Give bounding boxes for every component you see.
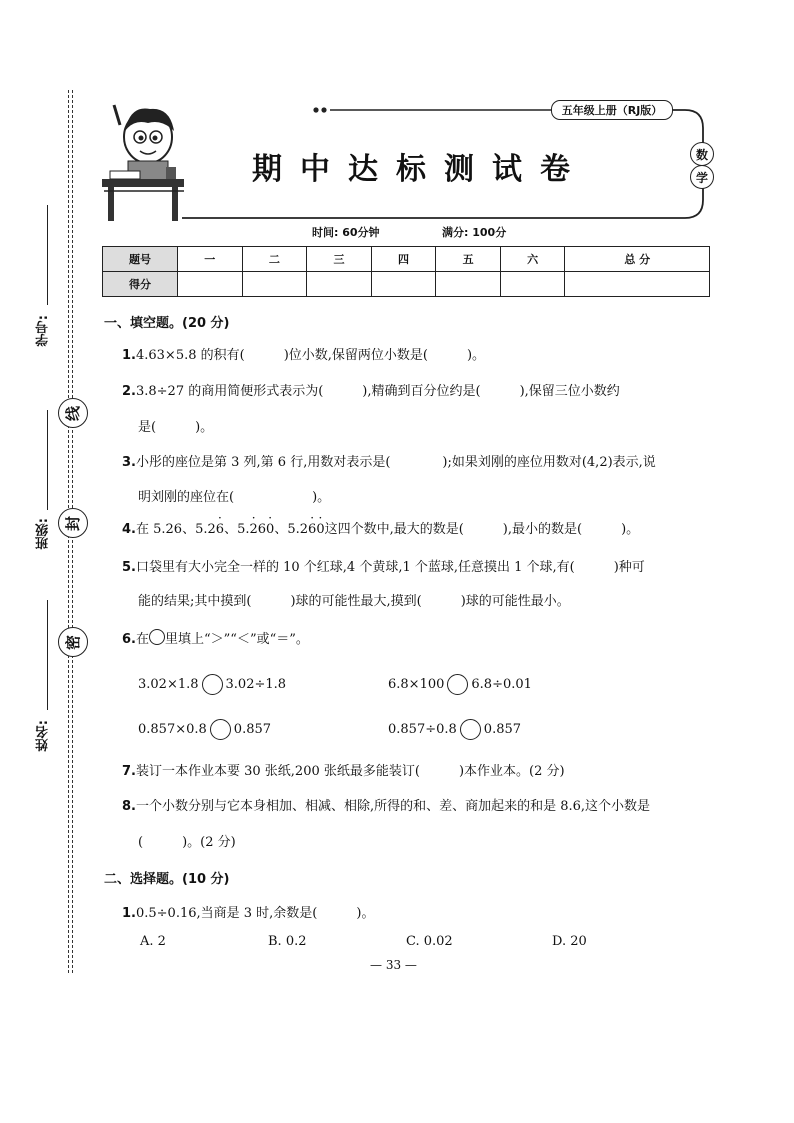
grade-tag: 五年级上册（RJ版）	[551, 100, 673, 120]
full-score: 满分: 100分	[442, 226, 507, 239]
answer-circle[interactable]	[447, 674, 468, 695]
subject-char-2: 学	[690, 165, 714, 189]
question-1-7: 7.装订一本作业本要 30 张纸,200 张纸最多能装订( )本作业本。(2 分)	[122, 764, 565, 779]
score-table	[102, 246, 710, 297]
column-header: 三	[307, 247, 372, 272]
question-1-2-cont: 是( )。	[138, 420, 214, 435]
question-1-1: 1.4.63×5.8 的积有( )位小数,保留两位小数是( )。	[122, 348, 486, 363]
page-number: — 33 —	[370, 958, 417, 972]
subject-char-1: 数	[690, 142, 714, 166]
seal-secret: 密	[58, 627, 88, 657]
column-header: 二	[242, 247, 307, 272]
class-label: 班级:	[36, 518, 51, 550]
question-1-5: 5.口袋里有大小完全一样的 10 个红球,4 个黄球,1 个蓝球,任意摸出 1 个球,有( )种可	[122, 560, 645, 575]
column-header: 六	[500, 247, 565, 272]
question-1-2: 2.3.8÷27 的商用简便形式表示为( ),精确到百分位约是( ),保留三位小数约	[122, 384, 620, 399]
question-no-label: 题号	[103, 247, 178, 272]
seal-seal: 封	[58, 508, 88, 538]
question-1-8-cont: ( )。(2 分)	[138, 835, 236, 850]
compare-2: 6.8×100 6.8÷0.01	[388, 674, 532, 695]
column-header: 四	[371, 247, 436, 272]
column-header: 总 分	[565, 247, 710, 272]
class-blank	[47, 410, 48, 510]
option-d[interactable]: D. 20	[552, 934, 587, 949]
section-1-heading: 一、填空题。(20 分)	[104, 316, 230, 331]
question-2-1: 1.0.5÷0.16,当商是 3 时,余数是( )。	[122, 906, 375, 921]
exam-time: 时间: 60分钟	[312, 226, 380, 239]
question-1-3: 3.小彤的座位是第 3 列,第 6 行,用数对表示是( );如果刘刚的座位用数对(4,2)表示,说	[122, 455, 656, 470]
question-1-4: 4.在 5.26、5.2· 6、5.· 26· 0、5.2· 6· 0这四个数中,最大的数是( ),最小的数是( )。	[122, 518, 639, 537]
question-1-6: 6.在 里填上“＞”“＜”或“＝”。	[122, 628, 309, 647]
option-c[interactable]: C. 0.02	[406, 934, 453, 949]
question-1-8: 8.一个小数分别与它本身相加、相减、相除,所得的和、差、商加起来的和是 8.6,这个小数是	[122, 799, 651, 814]
compare-1: 3.02×1.8 3.02÷1.8	[138, 674, 286, 695]
answer-circle[interactable]	[202, 674, 223, 695]
score-cell[interactable]	[371, 272, 436, 297]
student-no-blank	[47, 205, 48, 305]
table-row	[103, 272, 710, 297]
compare-3: 0.857×0.8 0.857	[138, 719, 271, 740]
score-cell[interactable]	[178, 272, 243, 297]
answer-circle[interactable]	[210, 719, 231, 740]
score-cell[interactable]	[436, 272, 501, 297]
score-cell[interactable]	[500, 272, 565, 297]
page-title: 期中达标测试卷	[252, 152, 588, 187]
column-header: 一	[178, 247, 243, 272]
score-label: 得分	[103, 272, 178, 297]
table-row	[103, 247, 710, 272]
score-cell[interactable]	[565, 272, 710, 297]
score-cell[interactable]	[242, 272, 307, 297]
column-header: 五	[436, 247, 501, 272]
compare-4: 0.857÷0.8 0.857	[388, 719, 521, 740]
score-cell[interactable]	[307, 272, 372, 297]
question-1-5-cont: 能的结果;其中摸到( )球的可能性最大,摸到( )球的可能性最小。	[138, 594, 570, 609]
section-2-heading: 二、选择题。(10 分)	[104, 872, 230, 887]
answer-circle[interactable]	[460, 719, 481, 740]
student-no-label: 学号:	[36, 315, 51, 347]
name-label: 姓名:	[36, 720, 51, 752]
seal-line: 线	[58, 398, 88, 428]
option-b[interactable]: B. 0.2	[268, 934, 307, 949]
circle-icon	[149, 629, 165, 645]
question-1-3-cont: 明刘刚的座位在( )。	[138, 490, 331, 505]
name-blank	[47, 600, 48, 710]
option-a[interactable]: A. 2	[140, 934, 166, 949]
